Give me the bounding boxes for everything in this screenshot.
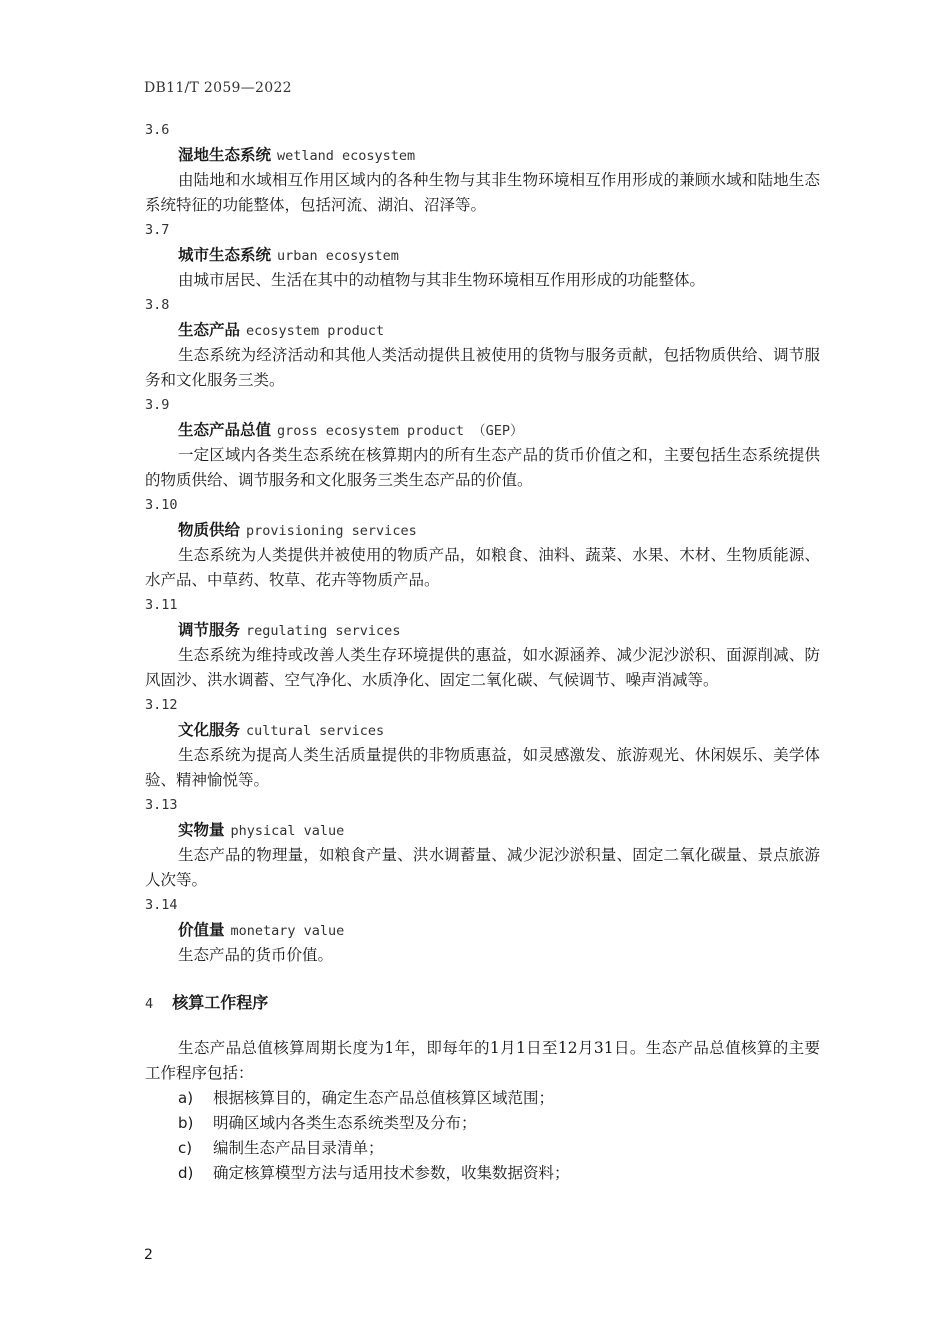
term-number: 3.9 [145,397,170,413]
term-number: 3.13 [145,797,178,813]
term-heading [145,918,820,943]
term-chinese: 文化服务 [178,721,241,739]
term-heading [145,818,820,843]
term-definition: 由城市居民、生活在其中的动植物与其非生物环境相互作用形成的功能整体。 [178,271,706,289]
step-marker: a) [178,1089,194,1107]
procedure-step [145,1086,820,1111]
term-definitions-list [145,118,820,968]
term-definition: 生态系统为经济活动和其他人类活动提供且被使用的货物与服务贡献，包括物质供给、调节服务和文化服务三类。 [145,346,820,389]
section-heading [145,990,820,1016]
term-definition: 生态系统为提高人类生活质量提供的非物质惠益，如灵感激发、旅游观光、休闲娱乐、美学体验、精神愉悦等。 [145,746,820,789]
term-english: cultural services [246,723,385,739]
step-text: 明确区域内各类生态系统类型及分布； [213,1114,477,1132]
step-text: 确定核算模型方法与适用技术参数，收集数据资料； [213,1164,570,1182]
term-chinese: 城市生态系统 [178,246,272,264]
term-chinese: 调节服务 [178,621,241,639]
document-body [145,118,820,1186]
step-text: 编制生态产品目录清单； [213,1139,384,1157]
term-definition: 由陆地和水域相互作用区域内的各种生物与其非生物环境相互作用形成的兼顾水域和陆地生态系统特征的功能整体，包括河流、湖泊、沼泽等。 [145,171,820,214]
term-number: 3.10 [145,497,178,513]
term-chinese: 生态产品总值 [178,421,272,439]
step-text: 根据核算目的，确定生态产品总值核算区域范围； [213,1089,555,1107]
term-chinese: 湿地生态系统 [178,146,272,164]
term-chinese: 生态产品 [178,321,241,339]
term-chinese: 实物量 [178,821,225,839]
term-english: provisioning services [246,523,417,539]
term-english: urban ecosystem [277,248,399,264]
term-english: ecosystem product [246,323,385,339]
term-heading [145,318,820,343]
section-intro-paragraph: 生态产品总值核算周期长度为1年，即每年的1月1日至12月31日。生态产品总值核算的主要工作程序包括： [145,1039,820,1082]
term-heading [145,518,820,543]
section-title: 核算工作程序 [172,993,269,1012]
term-heading [145,618,820,643]
term-definition: 生态系统为维持或改善人类生存环境提供的惠益，如水源涵养、减少泥沙淤积、面源削减、防风固沙、洪水调蓄、空气净化、水质净化、固定二氧化碳、气候调节、噪声消减等。 [145,646,820,689]
term-heading [145,143,820,168]
term-heading [145,243,820,268]
term-number: 3.14 [145,897,178,913]
term-english: wetland ecosystem [277,148,416,164]
term-english: regulating services [246,623,401,639]
procedure-steps-list [145,1086,820,1186]
term-english: gross ecosystem product （GEP） [277,423,524,439]
step-marker: d) [178,1164,194,1182]
term-english: physical value [230,823,345,839]
term-number: 3.11 [145,597,178,613]
term-definition: 生态系统为人类提供并被使用的物质产品，如粮食、油料、蔬菜、水果、木材、生物质能源、水产品、中草药、牧草、花卉等物质产品。 [145,546,820,589]
procedure-step [145,1161,820,1186]
term-definition: 一定区域内各类生态系统在核算期内的所有生态产品的货币价值之和，主要包括生态系统提供的物质供给、调节服务和文化服务三类生态产品的价值。 [145,446,820,489]
term-english: monetary value [230,923,345,939]
term-definition: 生态产品的货币价值。 [178,946,334,964]
term-chinese: 物质供给 [178,521,241,539]
section-number: 4 [145,996,154,1012]
page-number: 2 [144,1247,153,1263]
step-marker: b) [178,1114,194,1132]
term-number: 3.12 [145,697,178,713]
step-marker: c) [178,1139,193,1157]
term-heading [145,418,820,443]
document-code-header: DB11/T 2059—2022 [144,80,292,96]
term-definition: 生态产品的物理量，如粮食产量、洪水调蓄量、减少泥沙淤积量、固定二氧化碳量、景点旅游人次等。 [145,846,820,889]
term-number: 3.8 [145,297,170,313]
procedure-step [145,1136,820,1161]
term-number: 3.6 [145,122,170,138]
procedure-step [145,1111,820,1136]
term-heading [145,718,820,743]
term-number: 3.7 [145,222,170,238]
term-chinese: 价值量 [178,921,225,939]
